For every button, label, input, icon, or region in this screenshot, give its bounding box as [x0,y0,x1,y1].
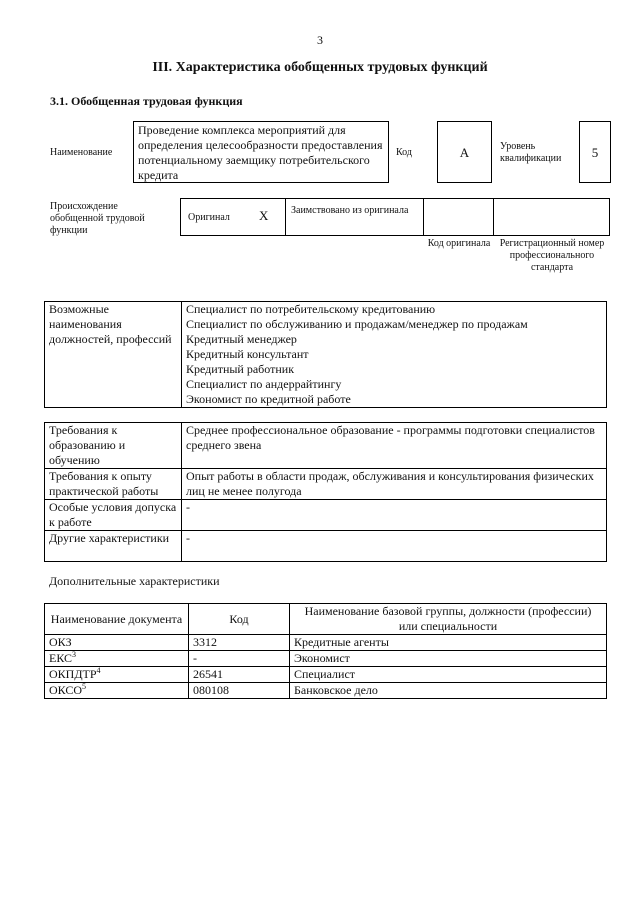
table-header-row [45,604,607,635]
origin-divider [285,199,286,235]
doc-cell: ОКПДТР$^4$ [45,667,189,683]
doc-cell: ЕКС$^3$ [45,651,189,667]
position-item: Специалист по обслуживанию и продажам/менеджер по продажам [186,317,528,331]
group-cell: Кредитные агенты [290,635,607,651]
column-header: Код [189,604,290,635]
borrowed-label: Заимствовано из оригинала [291,205,409,216]
origin-divider [423,199,424,235]
requirement-label: Требования к образованию и обучению [45,423,182,469]
original-mark: X [259,208,269,223]
table-row [45,651,607,667]
table-row [45,531,607,562]
table-row [45,500,607,531]
requirement-label: Другие характеристики [45,531,182,562]
code-label: Код [396,147,412,158]
group-cell: Экономист [290,651,607,667]
doc-cell: ОКСО$^5$ [45,683,189,699]
level-label: Уровень квалификации [500,141,562,164]
original-label: Оригинал [188,212,230,223]
code-cell: - [189,651,290,667]
level-value: 5 [579,121,611,183]
group-cell: Специалист [290,667,607,683]
origin-divider [493,199,494,235]
positions-label: Возможные наименования должностей, профессий [45,302,182,408]
reg-number-label: Регистрационный номер профессионального стандарта [499,238,605,273]
table-row [45,667,607,683]
name-value: Проведение комплекса мероприятий для определения целесообразности предоставления потенциальному заемщику потребительского кредита [133,121,389,183]
requirement-label: Особые условия допуска к работе [45,500,182,531]
code-original-label: Код оригинала [427,238,491,249]
doc-cell: ОКЗ [45,635,189,651]
requirement-label: Требования к опыту практической работы [45,469,182,500]
column-header: Наименование базовой группы, должности (профессии) или специальности [290,604,607,635]
additional-title: Дополнительные характеристики [49,574,220,588]
code-value: A [437,121,492,183]
subsection-title: 3.1. Обобщенная трудовая функция [50,94,243,108]
group-cell: Банковское дело [290,683,607,699]
origin-frame [180,198,610,236]
table-row [45,635,607,651]
positions-list [182,302,607,408]
additional-table [44,603,607,699]
name-label: Наименование [50,147,113,158]
requirement-value: - [182,500,607,531]
position-item: Кредитный консультант [186,347,309,361]
table-row [45,683,607,699]
position-item: Специалист по потребительскому кредитованию [186,302,436,316]
requirements-table [44,422,607,562]
position-item: Кредитный работник [186,362,295,376]
section-title: III. Характеристика обобщенных трудовых функций [152,60,488,75]
requirement-value: Среднее профессиональное образование - программы подготовки специалистов среднего звена [182,423,607,469]
positions-table [44,301,607,408]
table-row [45,423,607,469]
column-header: Наименование документа [45,604,189,635]
requirement-value: - [182,531,607,562]
position-item: Специалист по андеррайтингу [186,377,342,391]
code-cell: 3312 [189,635,290,651]
requirement-value: Опыт работы в области продаж, обслуживания и консультирования физических лиц не менее полугода [182,469,607,500]
origin-label: Происхождение обобщенной трудовой функции [50,201,145,236]
code-cell: 080108 [189,683,290,699]
position-item: Кредитный менеджер [186,332,297,346]
code-cell: 26541 [189,667,290,683]
table-row [45,469,607,500]
page-number: 3 [317,33,323,47]
position-item: Экономист по кредитной работе [186,392,351,406]
